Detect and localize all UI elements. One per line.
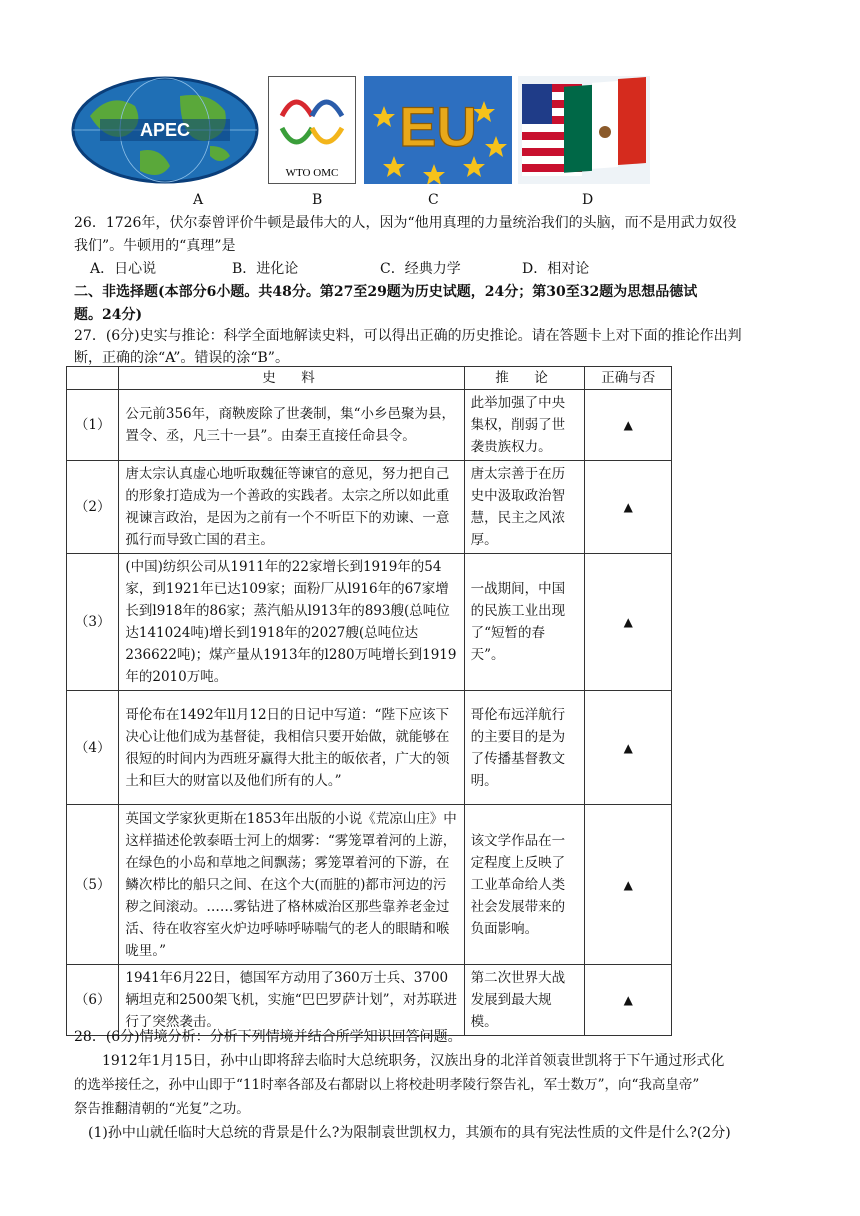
row-source: 公元前356年，商鞅废除了世袭制，集“小乡邑聚为县，置令、丞，凡三十一县”。由秦王直接任命县令。: [119, 390, 464, 461]
row-number: （1）: [67, 390, 119, 461]
wto-text: WTO OMC: [285, 167, 339, 179]
row-source: 唐太宗认真虚心地听取魏征等谏官的意见，努力把自己的形象打造成为一个善政的实践者。太宗之所以如此重视谏言政治，是因为之前有一个不听臣下的劝谏、一意孤行而导致亡国的君主。: [119, 461, 464, 554]
q27-stem-line2: 断，正确的涂“A”。错误的涂“B”。: [74, 350, 289, 366]
row-number: （6）: [67, 965, 119, 1036]
table-row: [67, 554, 672, 691]
option-label-a: A: [193, 192, 204, 208]
header-correct: 正确与否: [585, 367, 672, 390]
q26-option-a: A．日心说: [90, 261, 157, 277]
q26-options: [90, 258, 710, 280]
eu-logo: [364, 76, 512, 184]
answer-mark[interactable]: ▲: [585, 390, 672, 461]
option-label-c: C: [428, 192, 439, 208]
row-source: 英国文学家狄更斯在1853年出版的小说《荒凉山庄》中这样描述伦敦泰晤士河上的烟雾：“雾笼罩着河的上游，在绿色的小岛和草地之间飘荡；雾笼罩着河的下游，在鳞次栉比的船只之间、在这个大(而脏的)都市河边的污秽之间滚动。……雾钻进了格林威治区那些靠养老金过活、待在收容室火炉边呼哧呼哧喘气的老人的眼睛和喉咙里。”: [119, 805, 464, 965]
answer-mark[interactable]: ▲: [585, 691, 672, 805]
row-source: 1941年6月22日，德国军方动用了360万士兵、3700辆坦克和2500架飞机，实施“巴巴罗萨计划”，对苏联进行了突然袭击。: [119, 965, 464, 1036]
row-inference: 该文学作品在一定程度上反映了工业革命给人类社会发展带来的负面影响。: [464, 805, 585, 965]
answer-mark[interactable]: ▲: [585, 554, 672, 691]
q28-stem: 28．(6分)情境分析：分析下列情境并结合所学知识回答问题。: [74, 1029, 462, 1045]
q26-stem-line1: 26．1726年，伏尔泰曾评价牛顿是最伟大的人，因为“他用真理的力量统治我们的头脑，而不是用武力奴役: [74, 215, 737, 231]
answer-mark[interactable]: ▲: [585, 461, 672, 554]
header-num: [67, 367, 119, 390]
header-inference: 推 论: [464, 367, 585, 390]
q27-table: [66, 366, 672, 1036]
option-label-d: D: [582, 192, 594, 208]
table-row: [67, 691, 672, 805]
row-source: (中国)纺织公司从1911年的22家增长到1919年的54家，到1921年已达109家；面粉厂从l916年的67家增长到l918年的86家；蒸汽船从l913年的893艘(总吨位达141024吨)增长到1918年的2027艘(总吨位达236622吨)；煤产量从1913年的l280万吨增长到1919年的2010万吨。: [119, 554, 464, 691]
logo-strip: [70, 76, 660, 186]
row-inference: 一战期间，中国的民族工业出现了“短暂的春天”。: [464, 554, 585, 691]
row-inference: 第二次世界大战发展到最大规模。: [464, 965, 585, 1036]
q26-option-d: D．相对论: [522, 261, 590, 277]
q28-paragraph-line2: 的选举接任之，孙中山即于“11时率各部及右都尉以上将校赴明孝陵行祭告礼，军士数万”，向“我高皇帝”: [74, 1077, 700, 1093]
table-row: [67, 805, 672, 965]
header-source: 史 料: [119, 367, 464, 390]
eu-text: EU: [399, 95, 477, 158]
table-row: [67, 461, 672, 554]
row-number: （2）: [67, 461, 119, 554]
q28-paragraph-line1: 1912年1月15日，孙中山即将辞去临时大总统职务，汉族出身的北洋首领袁世凯将于下午通过形式化: [102, 1053, 725, 1069]
table-header-row: [67, 367, 672, 390]
table-row: [67, 390, 672, 461]
q28-paragraph-line3: 祭告推翻清朝的“光复”之功。: [74, 1101, 250, 1117]
q26-stem-line2: 我们”。牛顿用的“真理”是: [74, 238, 236, 254]
row-number: （4）: [67, 691, 119, 805]
q27-stem-line1: 27．(6分)史实与推论：科学全面地解读史料，可以得出正确的历史推论。请在答题卡上对下面的推论作出判: [74, 328, 742, 344]
wto-logo: [268, 76, 356, 184]
q26-option-b: B．进化论: [232, 261, 299, 277]
row-inference: 唐太宗善于在历史中汲取政治智慧，民主之风浓厚。: [464, 461, 585, 554]
q26-option-c: C．经典力学: [380, 261, 461, 277]
row-number: （5）: [67, 805, 119, 965]
apec-logo: [70, 76, 260, 184]
flags-logo: [518, 76, 650, 184]
table-row: [67, 965, 672, 1036]
section2-heading-line2: 题。24分): [74, 307, 143, 323]
answer-mark[interactable]: ▲: [585, 965, 672, 1036]
row-inference: 此举加强了中央集权，削弱了世袭贵族权力。: [464, 390, 585, 461]
section2-heading-line1: 二、非选择题(本部分6小题。共48分。第27至29题为历史试题，24分；第30至32题为思想品德试: [74, 284, 698, 300]
option-label-b: B: [312, 192, 323, 208]
row-inference: 哥伦布远洋航行的主要目的是为了传播基督教文明。: [464, 691, 585, 805]
row-number: （3）: [67, 554, 119, 691]
q28-subquestion-1: (1)孙中山就任临时大总统的背景是什么?为限制袁世凯权力，其颁布的具有宪法性质的文件是什么?(2分): [88, 1125, 731, 1141]
apec-text: APEC: [139, 120, 191, 140]
answer-mark[interactable]: ▲: [585, 805, 672, 965]
row-source: 哥伦布在1492年ll月12日的日记中写道：“陛下应该下决心让他们成为基督徒，我相信只要开始做，就能够在很短的时间内为西班牙赢得大批主的皈依者，广大的领土和巨大的财富以及他们所有的人。”: [119, 691, 464, 805]
